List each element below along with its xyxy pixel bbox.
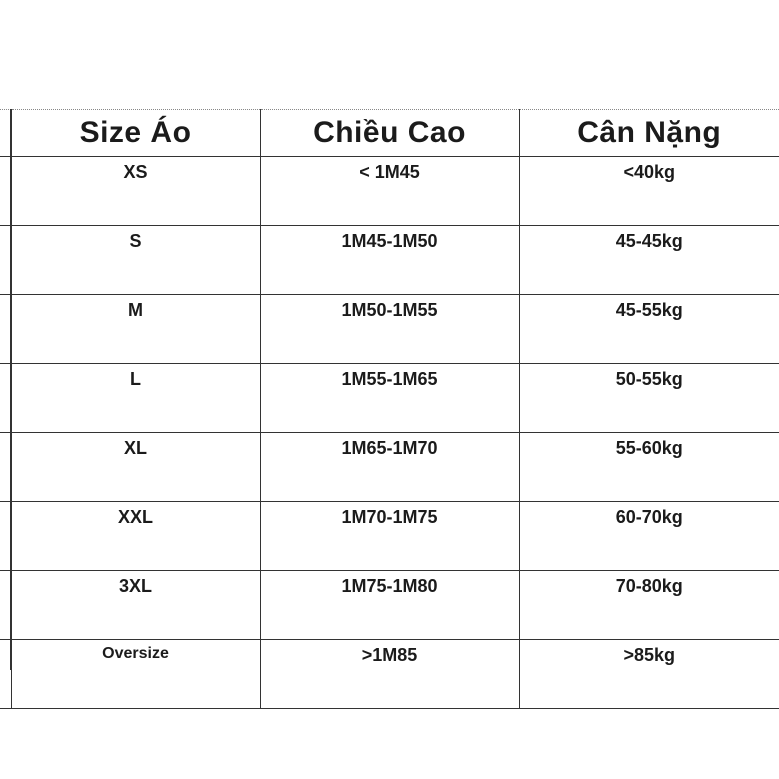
table-row [0, 571, 779, 640]
table-row [0, 364, 779, 433]
size-cell: M [11, 295, 260, 364]
weight-cell: 70-80kg [519, 571, 779, 640]
table-row [0, 640, 779, 709]
height-cell: < 1M45 [260, 157, 519, 226]
header-weight: Cân Nặng [519, 110, 779, 157]
size-cell: XL [11, 433, 260, 502]
height-cell: 1M75-1M80 [260, 571, 519, 640]
height-cell: >1M85 [260, 640, 519, 709]
table-row [0, 226, 779, 295]
weight-cell: 45-55kg [519, 295, 779, 364]
weight-cell: >85kg [519, 640, 779, 709]
height-cell: 1M55-1M65 [260, 364, 519, 433]
size-cell: 3XL [11, 571, 260, 640]
header-height: Chiều Cao [260, 110, 519, 157]
height-cell: 1M50-1M55 [260, 295, 519, 364]
table-row [0, 433, 779, 502]
size-cell: S [11, 226, 260, 295]
table-row [0, 157, 779, 226]
weight-cell: 55-60kg [519, 433, 779, 502]
weight-cell: <40kg [519, 157, 779, 226]
height-cell: 1M70-1M75 [260, 502, 519, 571]
height-cell: 1M65-1M70 [260, 433, 519, 502]
table-left-border [10, 109, 11, 670]
size-cell: XS [11, 157, 260, 226]
size-cell: L [11, 364, 260, 433]
size-cell: Oversize [11, 640, 260, 709]
size-cell: XXL [11, 502, 260, 571]
weight-cell: 60-70kg [519, 502, 779, 571]
weight-cell: 50-55kg [519, 364, 779, 433]
header-size: Size Áo [11, 110, 260, 157]
weight-cell: 45-45kg [519, 226, 779, 295]
header-row [0, 110, 779, 157]
table-row [0, 295, 779, 364]
size-chart-table [0, 109, 779, 709]
table-row [0, 502, 779, 571]
height-cell: 1M45-1M50 [260, 226, 519, 295]
